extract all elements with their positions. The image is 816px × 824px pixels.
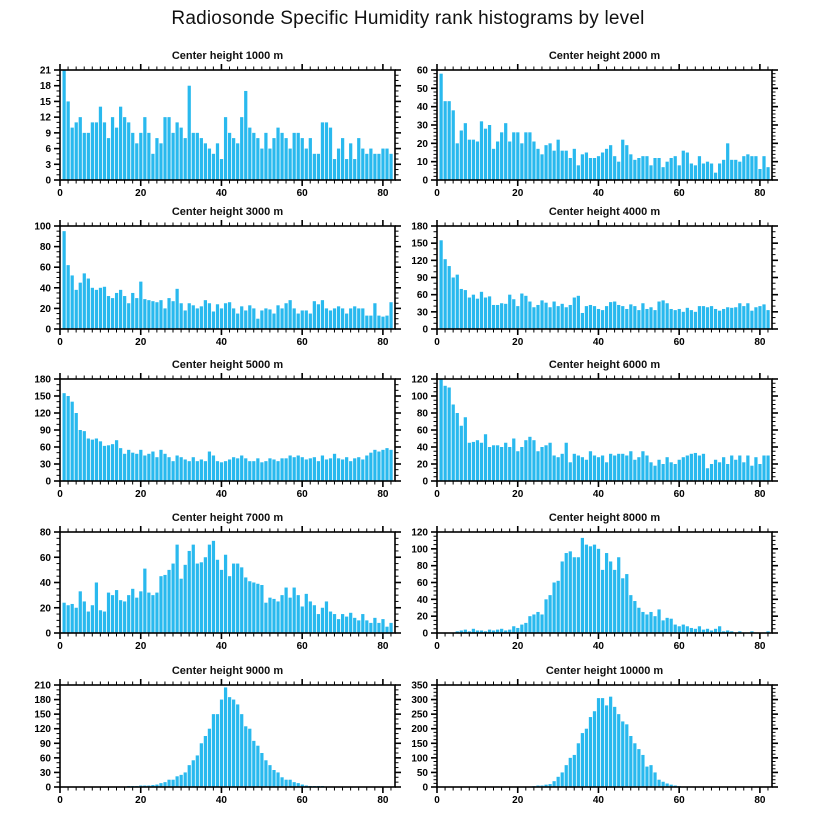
subplot-title: Center height 1000 m (171, 50, 284, 62)
svg-text:0: 0 (45, 628, 51, 640)
svg-text:0: 0 (434, 337, 440, 348)
svg-text:0: 0 (434, 641, 440, 652)
svg-text:20: 20 (39, 603, 51, 615)
svg-text:120: 120 (411, 255, 428, 267)
svg-text:80: 80 (377, 337, 389, 348)
svg-text:180: 180 (34, 695, 51, 707)
svg-text:120: 120 (34, 408, 51, 420)
svg-text:40: 40 (416, 594, 428, 606)
svg-text:20: 20 (512, 795, 524, 806)
subplot-title: Center height 10000 m (545, 665, 664, 677)
svg-text:10: 10 (416, 157, 428, 169)
svg-text:80: 80 (39, 242, 51, 254)
svg-text:210: 210 (34, 680, 51, 692)
svg-text:60: 60 (39, 753, 51, 765)
svg-text:90: 90 (39, 738, 51, 750)
svg-text:40: 40 (39, 283, 51, 295)
svg-text:40: 40 (416, 442, 428, 454)
svg-text:30: 30 (39, 767, 51, 779)
svg-text:60: 60 (39, 552, 51, 564)
svg-text:20: 20 (416, 138, 428, 150)
svg-text:200: 200 (411, 724, 428, 736)
svg-text:150: 150 (411, 738, 428, 750)
svg-text:100: 100 (411, 544, 428, 556)
svg-text:60: 60 (416, 65, 428, 77)
svg-text:90: 90 (416, 273, 428, 284)
svg-text:0: 0 (422, 324, 428, 336)
subplot-title: Center height 4000 m (548, 206, 661, 218)
svg-text:60: 60 (416, 425, 428, 437)
svg-text:60: 60 (39, 262, 51, 274)
svg-text:300: 300 (411, 695, 428, 707)
svg-text:0: 0 (45, 324, 51, 336)
subplot-title: Center height 5000 m (171, 359, 284, 371)
svg-text:0: 0 (422, 175, 428, 187)
svg-text:0: 0 (57, 641, 63, 652)
svg-text:20: 20 (512, 489, 524, 500)
svg-text:150: 150 (411, 238, 428, 250)
svg-text:60: 60 (296, 489, 308, 500)
svg-text:0: 0 (422, 628, 428, 640)
svg-text:40: 40 (39, 578, 51, 589)
svg-text:20: 20 (39, 303, 51, 315)
svg-text:80: 80 (416, 408, 428, 420)
svg-text:50: 50 (416, 83, 428, 95)
svg-text:0: 0 (434, 188, 440, 199)
svg-text:80: 80 (754, 188, 766, 199)
svg-text:150: 150 (34, 391, 51, 403)
svg-text:60: 60 (39, 442, 51, 454)
svg-text:60: 60 (416, 290, 428, 302)
svg-text:40: 40 (215, 641, 228, 652)
subplot-title: Center height 7000 m (171, 512, 284, 524)
svg-text:0: 0 (422, 782, 428, 794)
svg-text:40: 40 (592, 795, 605, 806)
svg-text:120: 120 (411, 374, 428, 386)
svg-text:40: 40 (215, 795, 228, 806)
svg-text:80: 80 (754, 489, 766, 500)
svg-text:0: 0 (45, 476, 51, 488)
svg-text:20: 20 (512, 641, 524, 652)
svg-text:40: 40 (592, 641, 605, 652)
svg-text:60: 60 (296, 337, 308, 348)
svg-text:20: 20 (416, 611, 428, 623)
svg-text:40: 40 (592, 489, 605, 500)
svg-text:20: 20 (135, 795, 147, 806)
svg-text:40: 40 (592, 337, 605, 348)
svg-text:60: 60 (416, 578, 428, 589)
svg-text:100: 100 (411, 753, 428, 765)
subplot-title: Center height 2000 m (548, 50, 661, 62)
svg-text:40: 40 (416, 102, 428, 114)
svg-text:0: 0 (45, 782, 51, 794)
svg-text:20: 20 (135, 641, 147, 652)
subplot-title: Center height 9000 m (171, 665, 284, 677)
svg-text:18: 18 (39, 81, 51, 93)
svg-text:60: 60 (673, 795, 685, 806)
svg-text:350: 350 (411, 680, 428, 692)
svg-text:0: 0 (422, 476, 428, 488)
svg-text:30: 30 (416, 307, 428, 319)
svg-text:9: 9 (45, 128, 51, 140)
svg-text:20: 20 (512, 188, 524, 199)
svg-text:20: 20 (416, 459, 428, 471)
subplot-title: Center height 8000 m (548, 512, 661, 524)
svg-text:20: 20 (135, 489, 147, 500)
subplot-title: Center height 3000 m (171, 206, 284, 218)
svg-text:40: 40 (215, 489, 228, 500)
svg-text:50: 50 (416, 767, 428, 779)
svg-text:40: 40 (592, 188, 605, 199)
svg-text:60: 60 (296, 795, 308, 806)
svg-text:120: 120 (34, 724, 51, 736)
svg-text:60: 60 (673, 641, 685, 652)
svg-text:150: 150 (34, 709, 51, 721)
svg-text:80: 80 (416, 561, 428, 573)
svg-text:180: 180 (34, 374, 51, 386)
svg-text:21: 21 (39, 65, 51, 77)
svg-text:90: 90 (39, 425, 51, 437)
svg-text:100: 100 (34, 221, 51, 233)
svg-text:20: 20 (135, 337, 147, 348)
svg-text:80: 80 (754, 795, 766, 806)
svg-text:12: 12 (39, 112, 51, 124)
page-title: Radiosonde Specific Humidity rank histograms by level (171, 8, 645, 29)
svg-text:120: 120 (411, 527, 428, 539)
svg-text:80: 80 (377, 188, 389, 199)
svg-text:6: 6 (45, 144, 51, 156)
svg-text:80: 80 (39, 527, 51, 539)
svg-text:0: 0 (57, 489, 63, 500)
svg-text:80: 80 (754, 641, 766, 652)
svg-text:3: 3 (45, 159, 51, 171)
svg-text:20: 20 (512, 337, 524, 348)
svg-text:60: 60 (296, 641, 308, 652)
svg-text:40: 40 (215, 188, 228, 199)
svg-text:15: 15 (39, 96, 51, 108)
svg-text:100: 100 (411, 391, 428, 403)
subplot-title: Center height 6000 m (548, 359, 661, 371)
svg-text:30: 30 (416, 120, 428, 132)
svg-text:60: 60 (296, 188, 308, 199)
svg-text:0: 0 (57, 337, 63, 348)
svg-text:20: 20 (135, 188, 147, 199)
svg-text:0: 0 (434, 489, 440, 500)
svg-text:250: 250 (411, 709, 428, 721)
svg-text:60: 60 (673, 337, 685, 348)
svg-text:0: 0 (57, 795, 63, 806)
svg-text:180: 180 (411, 221, 428, 233)
svg-text:40: 40 (215, 337, 228, 348)
svg-text:80: 80 (377, 795, 389, 806)
svg-text:0: 0 (434, 795, 440, 806)
svg-text:80: 80 (377, 641, 389, 652)
svg-text:80: 80 (377, 489, 389, 500)
svg-text:30: 30 (39, 459, 51, 471)
svg-text:60: 60 (673, 188, 685, 199)
svg-text:0: 0 (45, 175, 51, 187)
svg-text:80: 80 (754, 337, 766, 348)
svg-text:0: 0 (57, 188, 63, 199)
svg-text:60: 60 (673, 489, 685, 500)
